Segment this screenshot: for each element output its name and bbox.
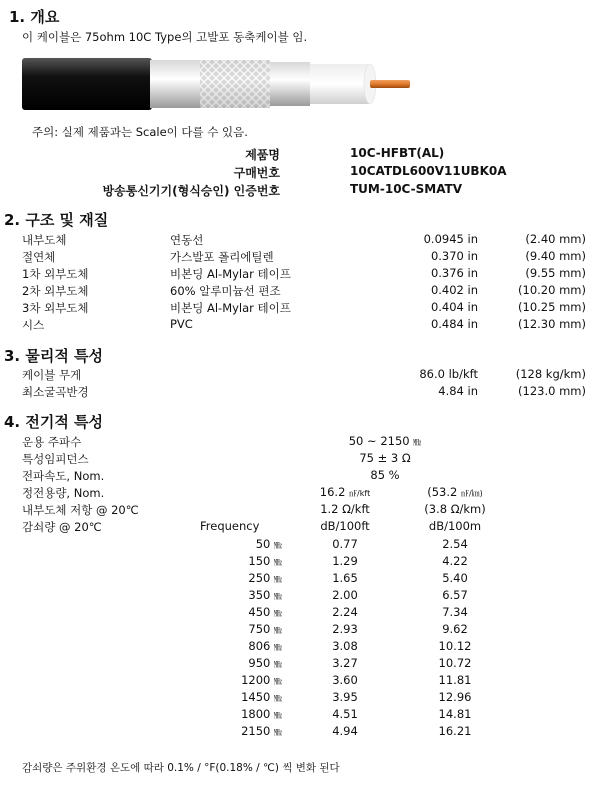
scale-note: 주의: 실제 제품과는 Scale이 다를 수 있음.: [32, 125, 248, 139]
section-4-heading: 4. 전기적 특성: [4, 413, 104, 431]
atten-row-ft: 3.08: [332, 639, 358, 653]
freq-range-value: 50 ~ 2150 ㎒: [348, 434, 422, 448]
col-db-100m: dB/100m: [428, 519, 482, 533]
structure-in: 0.402 in: [430, 283, 478, 297]
physical-imperial: 4.84 in: [438, 384, 478, 398]
structure-mm: (10.20 mm): [518, 283, 586, 297]
resistance-value-km: (3.8 Ω/km): [424, 502, 486, 516]
physical-metric: (128 kg/km): [515, 367, 586, 381]
atten-row-m: 7.34: [442, 605, 468, 619]
intro-text: 이 케이블은 75ohm 10C Type의 고발포 동축케이블 임.: [22, 30, 308, 44]
structure-in: 0.376 in: [430, 266, 478, 280]
atten-row-ft: 4.94: [332, 724, 358, 738]
attenuation-footnote: 감쇠량은 주위환경 온도에 따라 0.1% / °F(0.18% / ℃) 씩 변화 된다: [22, 762, 340, 774]
atten-row-m: 9.62: [442, 622, 468, 636]
cable-illustration: [20, 50, 420, 114]
structure-mm: (10.25 mm): [518, 300, 586, 314]
atten-row-ft: 3.95: [332, 690, 358, 704]
atten-row-freq: 806 ㎒: [248, 639, 282, 653]
structure-in: 0.0945 in: [423, 232, 478, 246]
spec-value: 10CATDL600V11UBK0A: [350, 164, 507, 178]
dielectric-shape: [310, 64, 370, 104]
structure-part: 절연체: [22, 250, 56, 264]
spec-value: 10C-HFBT(AL): [350, 146, 445, 160]
structure-part: 내부도체: [22, 233, 67, 247]
atten-row-ft: 2.00: [332, 588, 358, 602]
resistance-value-kft: 1.2 Ω/kft: [320, 502, 370, 516]
atten-row-ft: 2.24: [332, 605, 358, 619]
structure-material: 비본딩 Al-Mylar 테이프: [170, 301, 291, 315]
structure-material: 60% 알루미늄선 편조: [170, 284, 281, 298]
structure-part: 시스: [22, 318, 45, 332]
atten-row-freq: 950 ㎒: [248, 656, 282, 670]
structure-material: 연동선: [170, 233, 204, 247]
atten-row-m: 10.72: [438, 656, 472, 670]
atten-row-freq: 150 ㎒: [248, 554, 282, 568]
section-3-heading: 3. 물리적 특성: [4, 347, 104, 365]
physical-label: 최소굴곡반경: [22, 385, 89, 399]
atten-row-m: 2.54: [442, 537, 468, 551]
capacitance-label: 정전용량, Nom.: [22, 486, 105, 500]
atten-row-m: 10.12: [438, 639, 472, 653]
atten-row-ft: 2.93: [332, 622, 358, 636]
atten-row-freq: 1800 ㎒: [241, 707, 282, 721]
structure-material: 비본딩 Al-Mylar 테이프: [170, 267, 291, 281]
structure-material: PVC: [170, 317, 193, 331]
resistance-label: 내부도체 저항 @ 20℃: [22, 503, 139, 517]
atten-row-freq: 250 ㎒: [248, 571, 282, 585]
atten-row-freq: 450 ㎒: [248, 605, 282, 619]
impedance-value: 75 ± 3 Ω: [359, 451, 411, 465]
spec-label: 구매번호: [233, 166, 280, 180]
structure-mm: (12.30 mm): [518, 317, 586, 331]
atten-row-m: 4.22: [442, 554, 468, 568]
structure-mm: (2.40 mm): [525, 232, 586, 246]
atten-row-m: 16.21: [438, 724, 472, 738]
physical-metric: (123.0 mm): [518, 384, 586, 398]
atten-row-ft: 3.60: [332, 673, 358, 687]
atten-row-freq: 50 ㎒: [255, 537, 282, 551]
atten-row-ft: 1.29: [332, 554, 358, 568]
spec-value: TUM-10C-SMATV: [350, 182, 463, 196]
atten-row-m: 6.57: [442, 588, 468, 602]
freq-range-label: 운용 주파수: [22, 435, 82, 449]
atten-row-ft: 4.51: [332, 707, 358, 721]
section-2-heading: 2. 구조 및 재질: [4, 211, 109, 229]
conductor-shape: [370, 80, 410, 88]
atten-row-ft: 0.77: [332, 537, 358, 551]
structure-mm: (9.55 mm): [525, 266, 586, 280]
atten-row-ft: 3.27: [332, 656, 358, 670]
physical-imperial: 86.0 lb/kft: [419, 367, 478, 381]
col-db-100ft: dB/100ft: [320, 519, 370, 533]
structure-mm: (9.40 mm): [525, 249, 586, 263]
tape-inner-shape: [270, 62, 310, 106]
atten-row-m: 12.96: [438, 690, 472, 704]
atten-row-m: 11.81: [438, 673, 472, 687]
velocity-label: 전파속도, Nom.: [22, 469, 105, 483]
physical-label: 케이블 무게: [22, 368, 82, 382]
atten-row-freq: 2150 ㎒: [241, 724, 282, 738]
structure-part: 2차 외부도체: [22, 284, 89, 298]
atten-row-freq: 1200 ㎒: [241, 673, 282, 687]
atten-row-freq: 750 ㎒: [248, 622, 282, 636]
jacket-shape: [22, 58, 152, 110]
section-1-heading: 1. 개요: [9, 8, 60, 26]
spec-label: 방송통신기기(형식승인) 인증번호: [102, 184, 280, 198]
atten-row-freq: 350 ㎒: [248, 588, 282, 602]
structure-material: 가스발포 폴리에틸렌: [170, 250, 274, 264]
atten-row-m: 14.81: [438, 707, 472, 721]
atten-row-ft: 1.65: [332, 571, 358, 585]
structure-in: 0.370 in: [430, 249, 478, 263]
structure-part: 3차 외부도체: [22, 301, 89, 315]
structure-in: 0.484 in: [430, 317, 478, 331]
structure-in: 0.404 in: [430, 300, 478, 314]
velocity-value: 85 %: [370, 468, 400, 482]
attenuation-label: 감쇠량 @ 20℃: [22, 520, 102, 534]
tape-shape: [150, 60, 200, 108]
atten-row-freq: 1450 ㎒: [241, 690, 282, 704]
impedance-label: 특성임피던스: [22, 452, 89, 466]
spec-label: 제품명: [245, 148, 280, 162]
structure-part: 1차 외부도체: [22, 267, 89, 281]
capacitance-value-kft: 16.2 ㎋/kft: [319, 485, 371, 499]
capacitance-value-km: (53.2 ㎋/㎞): [427, 485, 483, 499]
col-frequency: Frequency: [200, 519, 260, 533]
atten-row-m: 5.40: [442, 571, 468, 585]
